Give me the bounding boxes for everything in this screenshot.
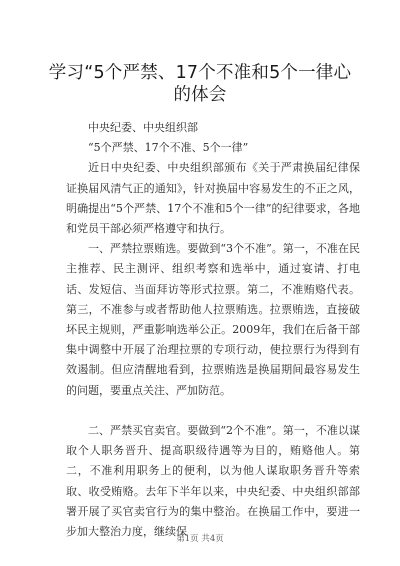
section-1-paragraph: 一、严禁拉票贿选。要做到“3个不准”。第一，不准在民主推荐、民主测评、组织考察和选举中，通过宴请、打电话、发短信、当面拜访等形式拉票。第二，不准贿赂代表。第三，不准参与或者帮助他人拉票贿选。拉票贿选，直接破坏民主规则，严重影响选举公正。2009年，我们在后备干部集中调整中开展了治理拉票的专项行动，使拉票行为得到有效遏制。但应清醒地看到，拉票贿选是换届期间最容易发生的问题，要重点关注、严加防范。 bbox=[66, 242, 360, 397]
paragraph-gap bbox=[66, 401, 360, 421]
section-2-paragraph: 二、严禁买官卖官。要做到“2个不准”。第一，不准以谋取个人职务晋升、提高职级待遇等为目的，贿赂他人。第二，不准利用职务上的便利，以为他人谋取职务晋升等索取、收受贿赂。去年下半年以来，中央纪委、中央组织部部署开展了买官卖官行为的集中整治。在换届工作中，要进一步加大整治力度，继续保 bbox=[66, 424, 360, 539]
subject-line: “5个严禁、17个不准、5个一律” bbox=[88, 141, 249, 155]
document-body bbox=[66, 118, 360, 542]
intro-paragraph: 近日中央纪委、中央组织部颁布《关于严肃换届纪律保证换届风清气正的通知》，针对换届中容易发生的不正之风，明确提出“5个严禁、17个不准和5个一律”的纪律要求，各地和党员干部必须严格遵守和执行。 bbox=[66, 161, 360, 236]
page-footer: 第1页 共4页 bbox=[176, 534, 224, 544]
document-title: 学习“5个严禁、17个不准和5个一律心的体会 bbox=[48, 63, 352, 105]
org-line: 中央纪委、中央组织部 bbox=[88, 121, 198, 134]
